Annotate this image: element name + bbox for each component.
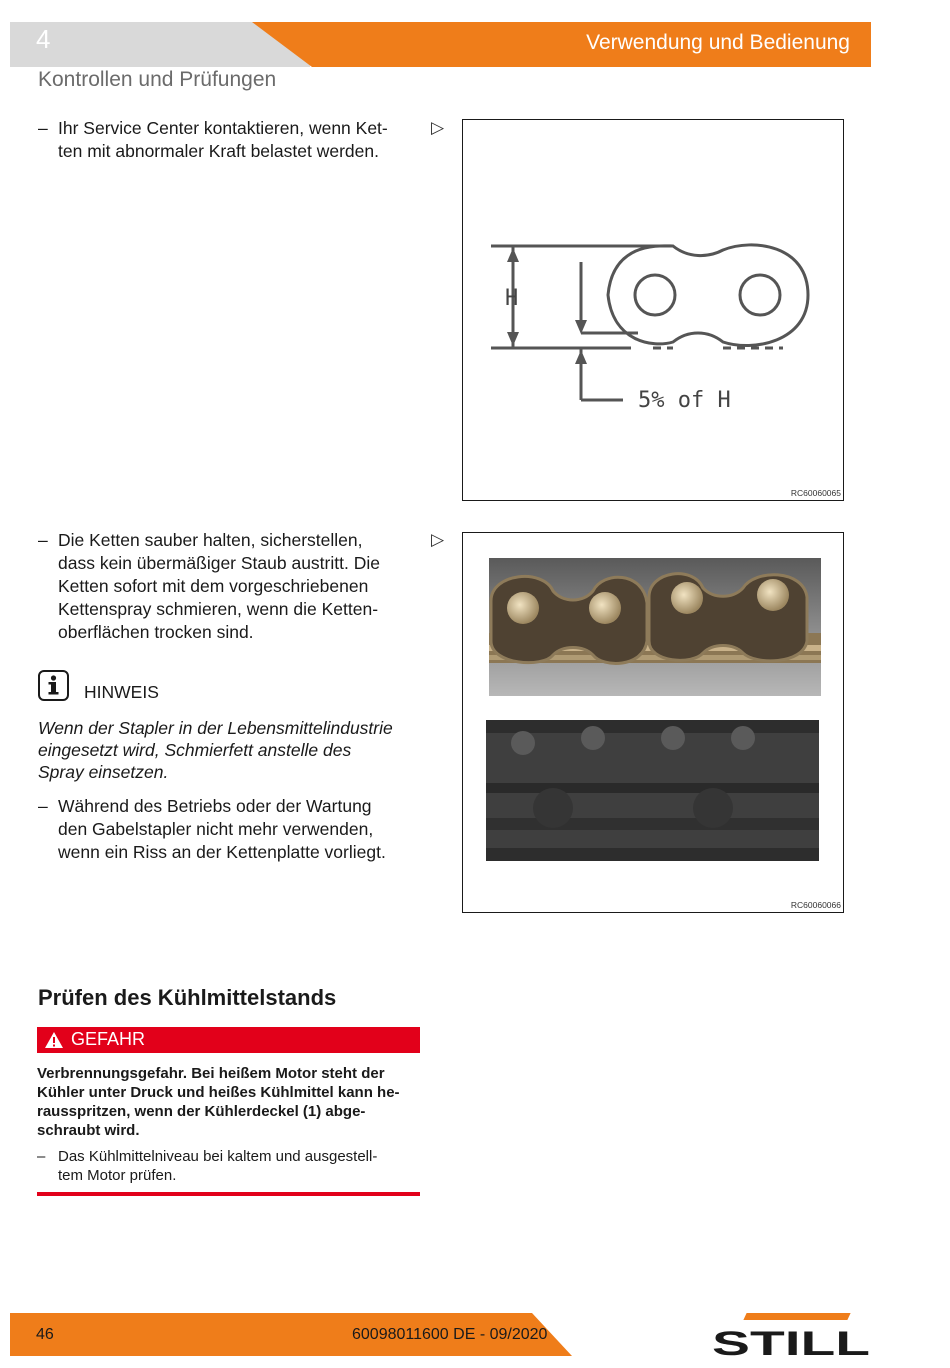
text-line: rausspritzen, wenn der Kühlerdeckel (1) abge- <box>37 1103 366 1120</box>
figure-pointer-icon: ▷ <box>431 118 445 137</box>
text-line: Die Ketten sauber halten, sicherstellen, <box>58 530 363 550</box>
info-icon <box>38 670 69 701</box>
logo-accent-bar <box>743 1313 850 1320</box>
note-text <box>38 717 423 783</box>
figure-chain-photos <box>462 532 844 913</box>
svg-text:STILL: STILL <box>712 1325 870 1357</box>
text-line: oberflächen trocken sind. <box>58 622 254 642</box>
text-line: wenn ein Riss an der Kettenplatte vorliegt. <box>58 842 386 862</box>
text-line: Kettenspray schmieren, wenn die Ketten- <box>58 599 379 619</box>
text-line: den Gabelstapler nicht mehr verwenden, <box>58 819 374 839</box>
page-number: 46 <box>36 1326 54 1343</box>
dash-marker: – <box>38 796 48 816</box>
text-line: Kühler unter Druck und heißes Kühlmittel kann he- <box>37 1084 400 1101</box>
dash-marker: – <box>38 530 48 550</box>
text-line: tem Motor prüfen. <box>58 1167 177 1184</box>
text-line: Ketten sofort mit dem vorgeschriebenen <box>58 576 369 596</box>
wear-label: 5% of H <box>638 388 731 413</box>
warning-icon <box>44 1031 64 1049</box>
danger-text <box>37 1064 420 1140</box>
document-number: 60098011600 DE - 09/2020 <box>352 1326 548 1343</box>
height-label: H <box>505 286 519 311</box>
text-line: ten mit abnormaler Kraft belastet werden. <box>58 141 379 161</box>
text-line: dass kein übermäßiger Staub austritt. Die <box>58 553 380 573</box>
figure-pointer-icon: ▷ <box>431 530 445 549</box>
chain-wear-drawing <box>463 120 842 499</box>
danger-label: GEFAHR <box>71 1029 146 1049</box>
dash-marker: – <box>38 118 48 138</box>
list-item-chain-cleaning <box>38 529 438 644</box>
text-line: Ihr Service Center kontaktieren, wenn Ket- <box>58 118 388 138</box>
chapter-number: 4 <box>36 24 51 54</box>
danger-end-rule <box>37 1192 420 1196</box>
danger-list-item <box>37 1147 420 1185</box>
chain-photos-drawing <box>463 533 842 911</box>
text-line: schraubt wird. <box>37 1122 140 1139</box>
list-item-chain-force <box>38 117 438 163</box>
clean-chain-photo <box>489 558 821 696</box>
text-line: Wenn der Stapler in der Lebensmittelindustrie <box>38 718 393 738</box>
text-line: Verbrennungsgefahr. Bei heißem Motor steht der <box>37 1065 385 1082</box>
figure-chain-wear-diagram <box>462 119 844 501</box>
text-line: Spray einsetzen. <box>38 762 169 782</box>
figure-code: RC60060066 <box>790 900 841 910</box>
dirty-chain-photo <box>486 720 819 861</box>
figure-code: RC60060065 <box>790 488 841 498</box>
text-line: Das Kühlmittelniveau bei kaltem und ausgestell- <box>58 1148 378 1165</box>
list-item-crack <box>38 795 438 864</box>
section-heading: Prüfen des Kühlmittelstands <box>38 985 337 1010</box>
still-logo <box>712 1325 872 1357</box>
text-line: Während des Betriebs oder der Wartung <box>58 796 372 816</box>
chapter-title: Verwendung und Bedienung <box>586 31 850 54</box>
text-line: eingesetzt wird, Schmierfett anstelle des <box>38 740 352 760</box>
dash-marker: – <box>37 1148 46 1165</box>
section-title: Kontrollen und Prüfungen <box>38 68 277 91</box>
note-label: HINWEIS <box>84 682 159 702</box>
